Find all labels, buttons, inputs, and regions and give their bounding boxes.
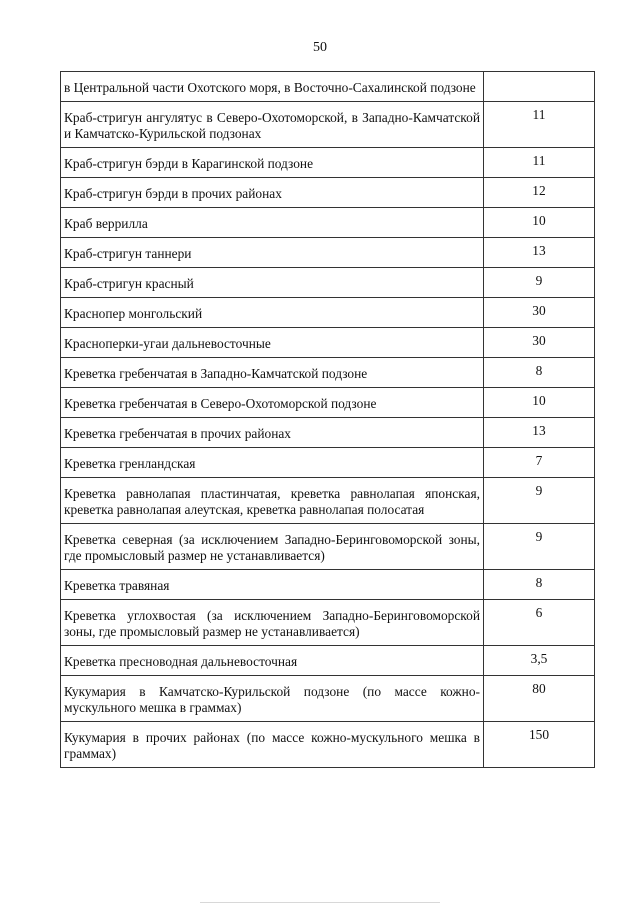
species-name-cell: Красноперки-угаи дальневосточные [61, 328, 484, 358]
species-name-cell: в Центральной части Охотского моря, в Восточно-Сахалинской подзоне [61, 72, 484, 102]
catch-size-cell: 12 [484, 178, 595, 208]
table-row [61, 208, 595, 238]
species-name-cell: Креветка гренландская [61, 448, 484, 478]
catch-size-cell: 11 [484, 148, 595, 178]
catch-size-cell: 9 [484, 478, 595, 524]
catch-size-cell: 9 [484, 524, 595, 570]
table-row [61, 722, 595, 768]
catch-size-cell: 10 [484, 208, 595, 238]
catch-size-cell: 10 [484, 388, 595, 418]
table-row [61, 148, 595, 178]
species-name-cell: Креветка гребенчатая в Западно-Камчатской подзоне [61, 358, 484, 388]
catch-size-cell: 13 [484, 418, 595, 448]
catch-size-cell: 3,5 [484, 646, 595, 676]
table-body [61, 72, 595, 768]
table-row [61, 646, 595, 676]
species-name-cell: Креветка гребенчатая в прочих районах [61, 418, 484, 448]
table-row [61, 72, 595, 102]
scan-edge-line [200, 902, 440, 903]
table-row [61, 268, 595, 298]
table-row [61, 388, 595, 418]
catch-size-cell: 6 [484, 600, 595, 646]
catch-size-cell: 8 [484, 570, 595, 600]
species-name-cell: Краб-стригун бэрди в Карагинской подзоне [61, 148, 484, 178]
species-name-cell: Креветка пресноводная дальневосточная [61, 646, 484, 676]
species-name-cell: Краб-стригун бэрди в прочих районах [61, 178, 484, 208]
catch-size-cell: 80 [484, 676, 595, 722]
species-name-cell: Краб-стригун таннери [61, 238, 484, 268]
species-name-cell: Креветка углохвостая (за исключением Западно-Беринговоморской зоны, где промысловый размер не устанавливается) [61, 600, 484, 646]
table-row [61, 358, 595, 388]
species-name-cell: Креветка травяная [61, 570, 484, 600]
species-name-cell: Краснопер монгольский [61, 298, 484, 328]
species-name-cell: Краб-стригун ангулятус в Северо-Охотоморской, в Западно-Камчатской и Камчатско-Курильской подзонах [61, 102, 484, 148]
species-name-cell: Кукумария в прочих районах (по массе кожно-мускульного мешка в граммах) [61, 722, 484, 768]
species-name-cell: Кукумария в Камчатско-Курильской подзоне (по массе кожно-мускульного мешка в граммах) [61, 676, 484, 722]
catch-size-cell: 7 [484, 448, 595, 478]
species-size-table [60, 71, 595, 768]
page-number: 50 [313, 40, 327, 55]
table-row [61, 328, 595, 358]
table-row [61, 178, 595, 208]
catch-size-cell: 9 [484, 268, 595, 298]
table-row [61, 676, 595, 722]
catch-size-cell: 150 [484, 722, 595, 768]
table-row [61, 418, 595, 448]
species-name-cell: Краб веррилла [61, 208, 484, 238]
table-row [61, 298, 595, 328]
species-name-cell: Креветка гребенчатая в Северо-Охотоморской подзоне [61, 388, 484, 418]
species-name-cell: Креветка равнолапая пластинчатая, креветка равнолапая японская, креветка равнолапая алеутская, креветка равнолапая полосатая [61, 478, 484, 524]
table-row [61, 238, 595, 268]
table-row [61, 478, 595, 524]
catch-size-cell: 8 [484, 358, 595, 388]
catch-size-cell: 11 [484, 102, 595, 148]
table-row [61, 570, 595, 600]
table-row [61, 448, 595, 478]
catch-size-cell: 30 [484, 328, 595, 358]
catch-size-cell: 13 [484, 238, 595, 268]
catch-size-cell [484, 72, 595, 102]
catch-size-cell: 30 [484, 298, 595, 328]
table-row [61, 600, 595, 646]
species-name-cell: Краб-стригун красный [61, 268, 484, 298]
species-name-cell: Креветка северная (за исключением Западно-Беринговоморской зоны, где промысловый размер не устанавливается) [61, 524, 484, 570]
table-row [61, 102, 595, 148]
table-row [61, 524, 595, 570]
